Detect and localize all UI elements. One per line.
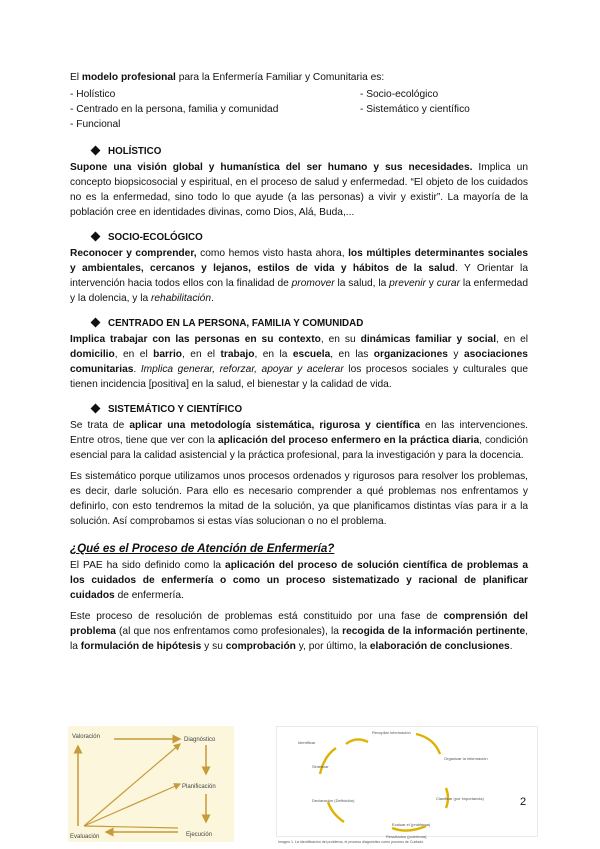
document-body <box>70 70 528 654</box>
sistematico-paragraph-2: Es sistemático porque utilizamos unos procesos ordenados y rigurosos para resolver los problemas, es decir, darle solución. Para ello es necesario comprender a qué problemas nos enfrentamos y definirlo, con esto tendremos la mitad de la solución, ya que planificamos distintas vías para ir a la solución. Así comprobamos si estas vías solucionan o no el problema. <box>70 471 528 527</box>
fig2-label-identificar: Identificar <box>298 740 316 745</box>
list-item: - Centrado en la persona, familia y comunidad <box>70 104 279 115</box>
fig2-label-declaracion: Declaración (Definición) <box>312 798 355 803</box>
page-number: 2 <box>520 796 527 808</box>
section-heading-sistematico: SISTEMÁTICO Y CIENTÍFICO <box>70 402 528 417</box>
figures-area <box>68 726 538 848</box>
fig2-label-sintetizar: Sintetizar <box>312 764 329 769</box>
section-heading-socio: SOCIO-ECOLÓGICO <box>70 230 528 245</box>
fig2-label-recopilar: Recopilar información <box>372 730 411 735</box>
problem-cycle-svg <box>276 726 538 844</box>
fig2-label-evaluar: Evaluar el (problema) <box>392 822 431 827</box>
pae-title: ¿Qué es el Proceso de Atención de Enfermería? <box>70 542 335 555</box>
fig1-label-diagnostico: Diagnóstico <box>184 737 216 743</box>
fig1-label-valoracion: Valoración <box>72 734 100 740</box>
fig2-label-organizar: Organizar la información <box>444 756 488 761</box>
socio-paragraph: Reconocer y comprender, como hemos visto hasta ahora, los múltiples determinantes sociales y ambientales, cercanos y lejanos, estilos de vida y hábitos de la salud. Y Orientar la intervención hacia todos ellos con la finalidad de promover la salud, la prevenir y curar la enfermedad y la dolencia, y la rehabilitación. <box>70 248 529 304</box>
list-item: - Holístico <box>70 89 116 100</box>
centrado-paragraph: Implica trabajar con las personas en su contexto, en su dinámicas familiar y social, en el domicilio, en el barrio, en el trabajo, en la escuela, en las organizaciones y asociaciones comunitarias. Implica generar, reforzar, apoyar y acelerar los procesos sociales y culturales que tienen incidencia [positiva] en la salud, el bienestar y la calidad de vida. <box>70 334 528 390</box>
fig1-label-planificacion: Planificación <box>182 784 216 790</box>
list-item: - Funcional <box>70 119 121 130</box>
fig1-label-evaluacion: Evaluación <box>70 834 100 840</box>
fig2-label-resultados: Resultados (problema) <box>386 834 427 839</box>
model-list <box>70 87 528 132</box>
fig2-caption: Imagen 1. La identificación del problema, el proceso diagnóstico como proceso de Cuidado <box>278 840 424 844</box>
pae-phases-diagram <box>68 726 234 842</box>
holistico-paragraph: Supone una visión global y humanística del ser humano y sus necesidades. Implica un concepto biopsicosocial y espiritual, en el proceso de salud y enfermedad. “El objeto de los cuidados no es la enfermedad, sino todo lo que ayude (a las personas) a vivir y existir”. La mayoría de la población cree en identidades divinas, como Dios, Alá, Buda,... <box>70 162 528 218</box>
pae-phases-svg <box>68 726 234 842</box>
section-heading-holistico: HOLÍSTICO <box>70 144 528 159</box>
pae-paragraph-2: Este proceso de resolución de problemas está constituido por una fase de comprensión del problema (al que nos enfrentamos como profesionales), la recogida de la información pertinente, la formulación de hipótesis y su comprobación y, por último, la elaboración de conclusiones. <box>70 611 528 652</box>
list-item: - Socio-ecológico <box>360 89 439 100</box>
intro-line: El modelo profesional para la Enfermería Familiar y Comunitaria es: <box>70 72 385 83</box>
pae-paragraph-1: El PAE ha sido definido como la aplicación del proceso de solución científica de problemas a los cuidados de enfermería o como un proceso sistematizado y racional de planificar cuidados de enfermería. <box>70 560 529 601</box>
fig2-label-clasificar: Clasificar (por importancia) <box>436 796 484 801</box>
section-heading-centrado: CENTRADO EN LA PERSONA, FAMILIA Y COMUNIDAD <box>70 316 528 331</box>
list-item: - Sistemático y científico <box>360 104 470 115</box>
problem-identification-diagram <box>276 726 538 844</box>
fig1-label-ejecucion: Ejecución <box>186 832 213 838</box>
sistematico-paragraph-1: Se trata de aplicar una metodología sistemática, rigurosa y científica en las intervenciones. Entre otros, tiene que ver con la aplicación del proceso enfermero en la práctica diaria, condición esencial para la calidad asistencial y la práctica profesional, para la investigación y para la docencia. <box>70 420 529 461</box>
